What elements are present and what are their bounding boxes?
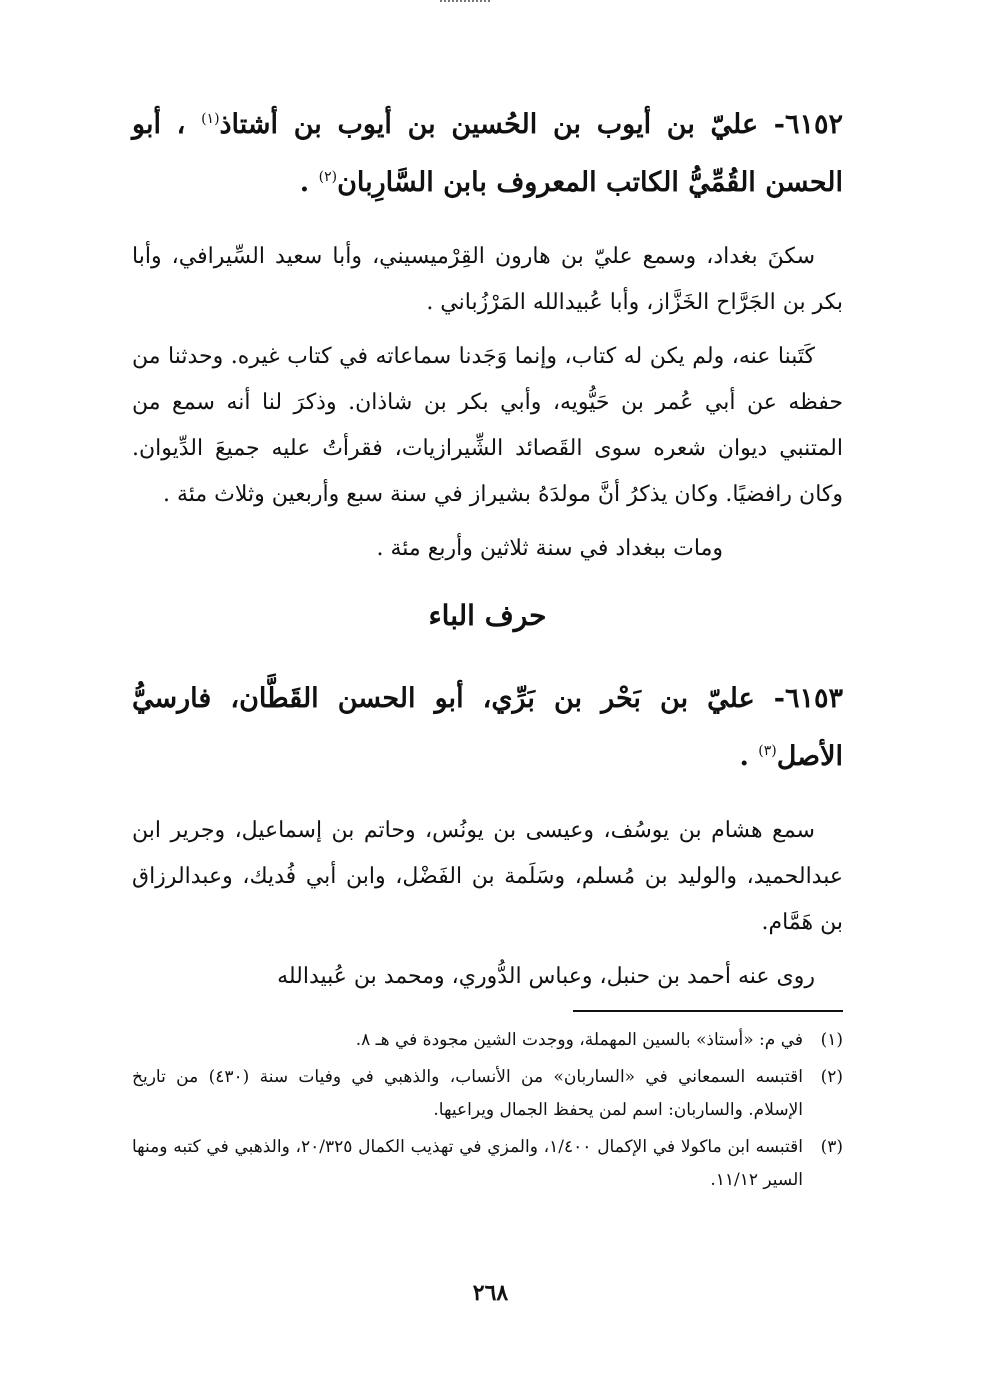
footnote-number: (٣) — [820, 1137, 843, 1157]
entry-6152-paragraph-3: ومات ببغداد في سنة ثلاثين وأربع مئة . — [376, 536, 723, 561]
footnote-ref-1: (١) — [201, 111, 220, 127]
footnotes — [132, 1024, 843, 1197]
page-number: ٢٦٨ — [472, 1280, 509, 1306]
entry-6152-heading-end: . — [299, 167, 319, 198]
footnote-text: اقتبسه ابن ماكولا في الإكمال ١/٤٠٠، والمزي في تهذيب الكمال ٢٠/٣٢٥، والذهبي في كتبه ومنها السير ١١/١٢. — [132, 1137, 804, 1190]
section-heading: حرف الباء — [428, 599, 547, 632]
top-edge-mark — [440, 0, 490, 6]
entry-6153-paragraph-2: روى عنه أحمد بن حنبل، وعباس الدُّوري، ومحمد بن عُبيدالله — [277, 964, 815, 989]
footnote — [132, 1061, 843, 1127]
entry-6153-heading-end: . — [739, 741, 759, 772]
footnote-ref-3: (٣) — [758, 743, 777, 759]
footnote-number: (٢) — [820, 1067, 843, 1087]
footnote-text: في م: «أستاذ» بالسين المهملة، ووجدت الشين مجودة في هـ ٨. — [355, 1030, 803, 1050]
page-content — [132, 96, 843, 1201]
entry-6152-paragraph-2: كَتَبنا عنه، ولم يكن له كتاب، وإنما وَجَدنا سماعاته في كتاب غيره. وحدثنا من حفظه عن أبي عُمر بن حَيُّويه، وأبي بكر بن شاذان. وذكرَ لنا أنه سمع من المتنبي ديوان شعره سوى القَصائد الشِّيرازيات، فقرأتُ عليه جميعَ الدِّيوان. وكان رافضيًا. وكان يذكرُ أنَّ مولدَهُ بشيراز في سنة سبع وأربعين وثلاث مئة . — [132, 344, 843, 507]
entry-6153-heading — [132, 670, 843, 786]
entry-6152-paragraph-1: سكنَ بغداد، وسمع عليّ بن هارون القِرْميسيني، وأبا سعيد السِّيرافي، وأبا بكر بن الجَرَّاح الخَزَّاز، وأبا عُبيدالله المَرْزُباني . — [132, 244, 843, 315]
entry-6153-heading-main: ٦١٥٣- عليّ بن بَحْر بن بَرِّي، أبو الحسن القَطَّان، فارسيُّ الأصل — [132, 683, 843, 772]
footnote — [132, 1024, 843, 1057]
entry-6152-heading-rest: ، أبو الحسن القُمِّيُّ الكاتب المعروف بابن السَّارِبان — [132, 109, 843, 198]
footnote — [132, 1131, 843, 1197]
entry-6153-paragraph-1: سمع هشام بن يوسُف، وعيسى بن يونُس، وحاتم بن إسماعيل، وجرير ابن عبدالحميد، والوليد بن مُسلم، وسَلَمة بن الفَضْل، وابن أبي فُديك، وعبدالرزاق بن هَمَّام. — [132, 818, 843, 935]
entry-6152-heading — [132, 96, 843, 212]
footnote-text: اقتبسه السمعاني في «الساربان» من الأنساب، والذهبي في وفيات سنة (٤٣٠) من تاريخ الإسلام. والساربان: اسم لمن يحفظ الجمال ويراعيها. — [132, 1067, 803, 1120]
footnote-ref-2: (٢) — [318, 169, 338, 185]
footnote-separator — [573, 1010, 843, 1012]
footnote-number: (١) — [820, 1030, 843, 1050]
entry-6152-heading-main: ٦١٥٢- عليّ بن أيوب بن الحُسين بن أيوب بن أشتاذ — [219, 109, 843, 140]
